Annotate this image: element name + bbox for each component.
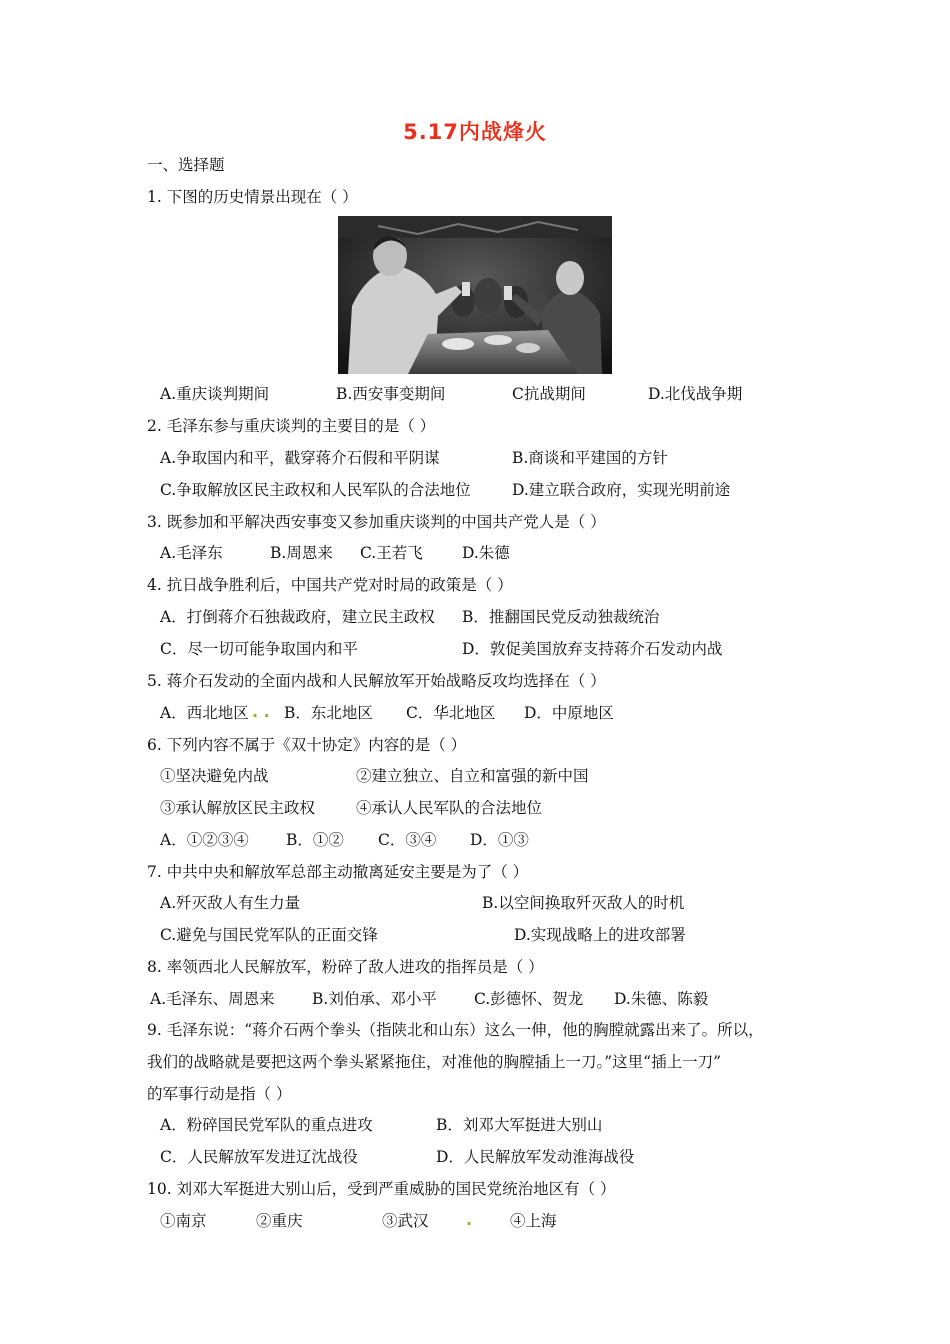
question-3-option-b: B.周恩来 bbox=[270, 544, 333, 562]
question-10-item-4: ④上海 bbox=[510, 1212, 557, 1230]
question-6-stem: 6. 下列内容不属于《双十协定》内容的是（ ） bbox=[147, 736, 467, 754]
question-1-option-b: B.西安事变期间 bbox=[336, 385, 446, 403]
question-7-option-c: C.避免与国民党军队的正面交锋 bbox=[160, 926, 378, 944]
question-6-option-a: A．①②③④ bbox=[160, 831, 249, 849]
question-7-option-d: D.实现战略上的进攻部署 bbox=[514, 926, 686, 944]
question-3-stem: 3. 既参加和平解决西安事变又参加重庆谈判的中国共产党人是（ ） bbox=[147, 513, 606, 531]
question-10-stem: 10. 刘邓大军挺进大别山后，受到严重威胁的国民党统治地区有（ ） bbox=[147, 1180, 616, 1198]
question-6-item-3: ③承认解放区民主政权 bbox=[160, 799, 316, 817]
section-heading: 一、选择题 bbox=[147, 156, 225, 174]
question-4-option-c: C．尽一切可能争取国内和平 bbox=[160, 640, 358, 658]
question-9-option-b: B．刘邓大军挺进大别山 bbox=[436, 1116, 603, 1134]
question-1-option-a: A.重庆谈判期间 bbox=[160, 385, 270, 403]
question-9-stem-line-2: 我们的战略就是要把这两个拳头紧紧拖住，对准他的胸膛插上一刀。”这里“插上一刀” bbox=[147, 1053, 722, 1071]
question-2-option-b: B.商谈和平建国的方针 bbox=[512, 449, 668, 467]
question-7-stem: 7. 中共中央和解放军总部主动撤离延安主要是为了（ ） bbox=[147, 863, 529, 881]
decorative-dots: . . bbox=[252, 702, 270, 721]
question-9-stem-line-1: 9. 毛泽东说：“蒋介石两个拳头（指陕北和山东）这么一伸，他的胸膛就露出来了。所以， bbox=[147, 1021, 764, 1039]
question-4-stem: 4. 抗日战争胜利后，中国共产党对时局的政策是（ ） bbox=[147, 576, 513, 594]
question-6-option-b: B．①② bbox=[286, 831, 344, 849]
question-3-option-c: C.王若飞 bbox=[360, 544, 423, 562]
question-2-option-c: C.争取解放区民主政权和人民军队的合法地位 bbox=[160, 481, 471, 499]
question-7-option-a: A.歼灭敌人有生力量 bbox=[160, 894, 301, 912]
question-9-option-d: D．人民解放军发动淮海战役 bbox=[436, 1148, 635, 1166]
question-6-item-4: ④承认人民军队的合法地位 bbox=[356, 799, 543, 817]
question-5-option-b: B．东北地区 bbox=[284, 704, 373, 722]
question-4-option-a: A．打倒蒋介石独裁政府，建立民主政权 bbox=[160, 608, 435, 626]
question-9-option-c: C．人民解放军发进辽沈战役 bbox=[160, 1148, 358, 1166]
question-2-option-d: D.建立联合政府，实现光明前途 bbox=[512, 481, 731, 499]
question-8-stem: 8. 率领西北人民解放军，粉碎了敌人进攻的指挥员是（ ） bbox=[147, 958, 544, 976]
question-1-option-c: C抗战期间 bbox=[512, 385, 586, 403]
question-8-option-b: B.刘伯承、邓小平 bbox=[312, 990, 437, 1008]
question-2-option-a: A.争取国内和平，戳穿蒋介石假和平阴谋 bbox=[160, 449, 440, 467]
document-title: 5.17内战烽火 bbox=[403, 120, 547, 144]
question-2-stem: 2. 毛泽东参与重庆谈判的主要目的是（ ） bbox=[147, 417, 436, 435]
historical-photo-illustration bbox=[338, 216, 612, 374]
question-3-option-a: A.毛泽东 bbox=[160, 544, 223, 562]
question-6-item-1: ①坚决避免内战 bbox=[160, 767, 269, 785]
question-6-item-2: ②建立独立、自立和富强的新中国 bbox=[356, 767, 589, 785]
question-5-stem: 5. 蒋介石发动的全面内战和人民解放军开始战略反攻均选择在（ ） bbox=[147, 672, 606, 690]
question-8-option-d: D.朱德、陈毅 bbox=[614, 990, 709, 1008]
question-9-option-a: A．粉碎国民党军队的重点进攻 bbox=[160, 1116, 373, 1134]
decorative-dot: . bbox=[466, 1210, 473, 1229]
historical-photo bbox=[338, 216, 612, 374]
question-5-option-c: C．华北地区 bbox=[406, 704, 496, 722]
question-7-option-b: B.以空间换取歼灭敌人的时机 bbox=[482, 894, 685, 912]
question-10-item-1: ①南京 bbox=[160, 1212, 207, 1230]
question-6-option-c: C．③④ bbox=[378, 831, 437, 849]
question-8-option-a: A.毛泽东、周恩来 bbox=[150, 990, 275, 1008]
question-10-item-3: ③武汉 bbox=[382, 1212, 429, 1230]
question-1-stem: 1. 下图的历史情景出现在（ ） bbox=[147, 188, 358, 206]
question-3-option-d: D.朱德 bbox=[462, 544, 510, 562]
question-1-option-d: D.北伐战争期 bbox=[648, 385, 743, 403]
question-8-option-c: C.彭德怀、贺龙 bbox=[474, 990, 584, 1008]
question-5-option-d: D．中原地区 bbox=[524, 704, 614, 722]
question-4-option-b: B．推翻国民党反动独裁统治 bbox=[462, 608, 660, 626]
question-4-option-d: D．敦促美国放弃支持蒋介石发动内战 bbox=[462, 640, 723, 658]
question-5-option-a: A．西北地区 bbox=[160, 704, 249, 722]
question-6-option-d: D．①③ bbox=[470, 831, 529, 849]
question-9-stem-line-3: 的军事行动是指（ ） bbox=[147, 1085, 292, 1103]
question-10-item-2: ②重庆 bbox=[256, 1212, 303, 1230]
